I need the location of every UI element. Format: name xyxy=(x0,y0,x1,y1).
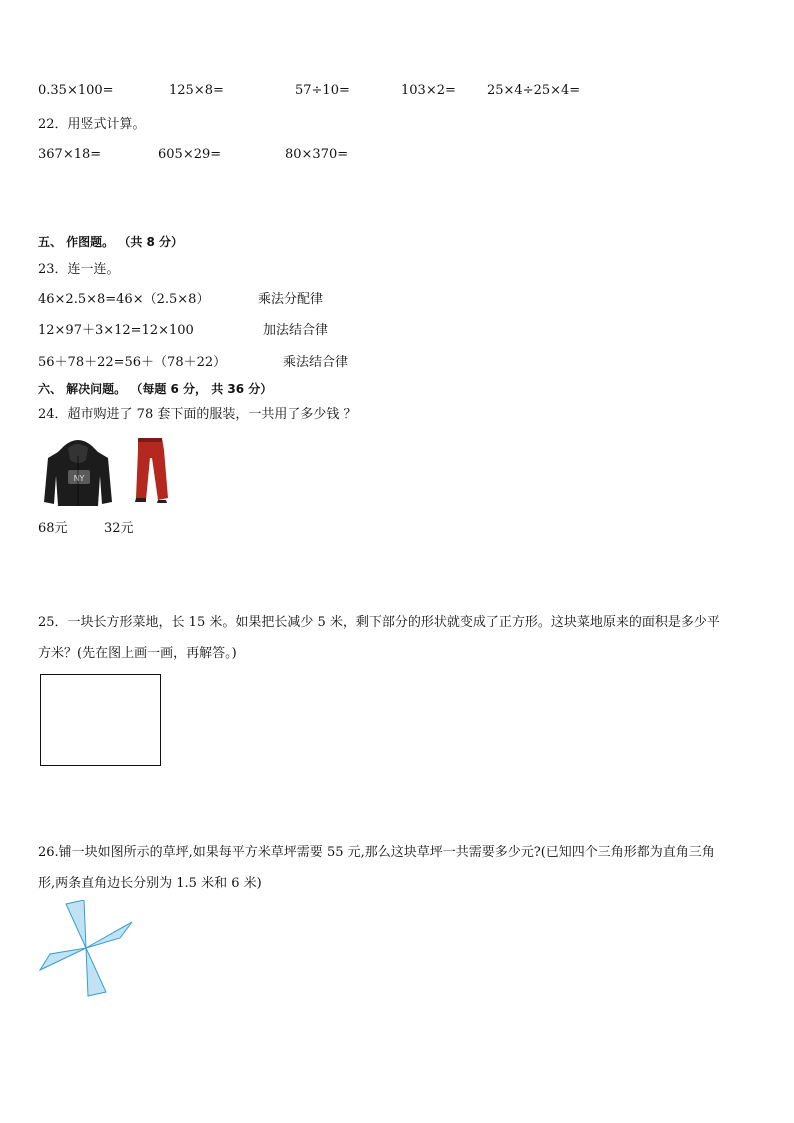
match-right-item: 加法结合律 xyxy=(263,323,329,338)
section-6-title: 六、 解决问题。 （每题 6 分， 共 36 分） xyxy=(38,382,273,396)
section-5-title: 五、 作图题。 （共 8 分） xyxy=(38,235,184,249)
question-23-prompt: 23．连一连。 xyxy=(38,262,120,277)
svg-text:NY: NY xyxy=(73,474,85,483)
question-24-prompt: 24．超市购进了 78 套下面的服装，一共用了多少钱 ？ xyxy=(38,407,357,422)
vertical-calc-item: 605×29= xyxy=(158,147,222,162)
match-right-item: 乘法分配律 xyxy=(258,292,324,307)
rectangle-figure xyxy=(40,674,161,766)
pinwheel-figure xyxy=(36,900,136,1000)
calc-item: 125×8= xyxy=(169,83,224,98)
question-26-line: 形,两条直角边长分别为 1.5 米和 6 米) xyxy=(38,876,262,891)
match-left-item: 12×97＋3×12=12×100 xyxy=(38,323,194,338)
calc-item: 103×2= xyxy=(401,83,456,98)
calc-item: 25×4÷25×4= xyxy=(487,83,581,98)
match-left-item: 56＋78＋22=56＋（78＋22） xyxy=(38,355,227,370)
match-left-item: 46×2.5×8=46×（2.5×8） xyxy=(38,292,210,307)
calc-item: 0.35×100= xyxy=(38,83,114,98)
question-26-line: 26.铺一块如图所示的草坪,如果每平方米草坪需要 55 元,那么这块草坪一共需要多少元?(已知四个三角形都为直角三角 xyxy=(38,845,715,860)
vertical-calc-item: 80×370= xyxy=(285,147,349,162)
vertical-calc-item: 367×18= xyxy=(38,147,102,162)
question-25-line: 25．一块长方形菜地，长 15 米。如果把长减少 5 米，剩下部分的形状就变成了正方形。这块菜地原来的面积是多少平 xyxy=(38,615,720,630)
calc-item: 57÷10= xyxy=(295,83,350,98)
hoodie-price: 68元 xyxy=(38,521,68,536)
match-right-item: 乘法结合律 xyxy=(283,355,349,370)
hoodie-image xyxy=(42,436,114,508)
pants-price: 32元 xyxy=(104,521,134,536)
pants-image xyxy=(132,436,172,504)
question-22-prompt: 22．用竖式计算。 xyxy=(38,117,146,132)
question-25-line: 方米？(先在图上画一画，再解答。) xyxy=(38,646,237,661)
